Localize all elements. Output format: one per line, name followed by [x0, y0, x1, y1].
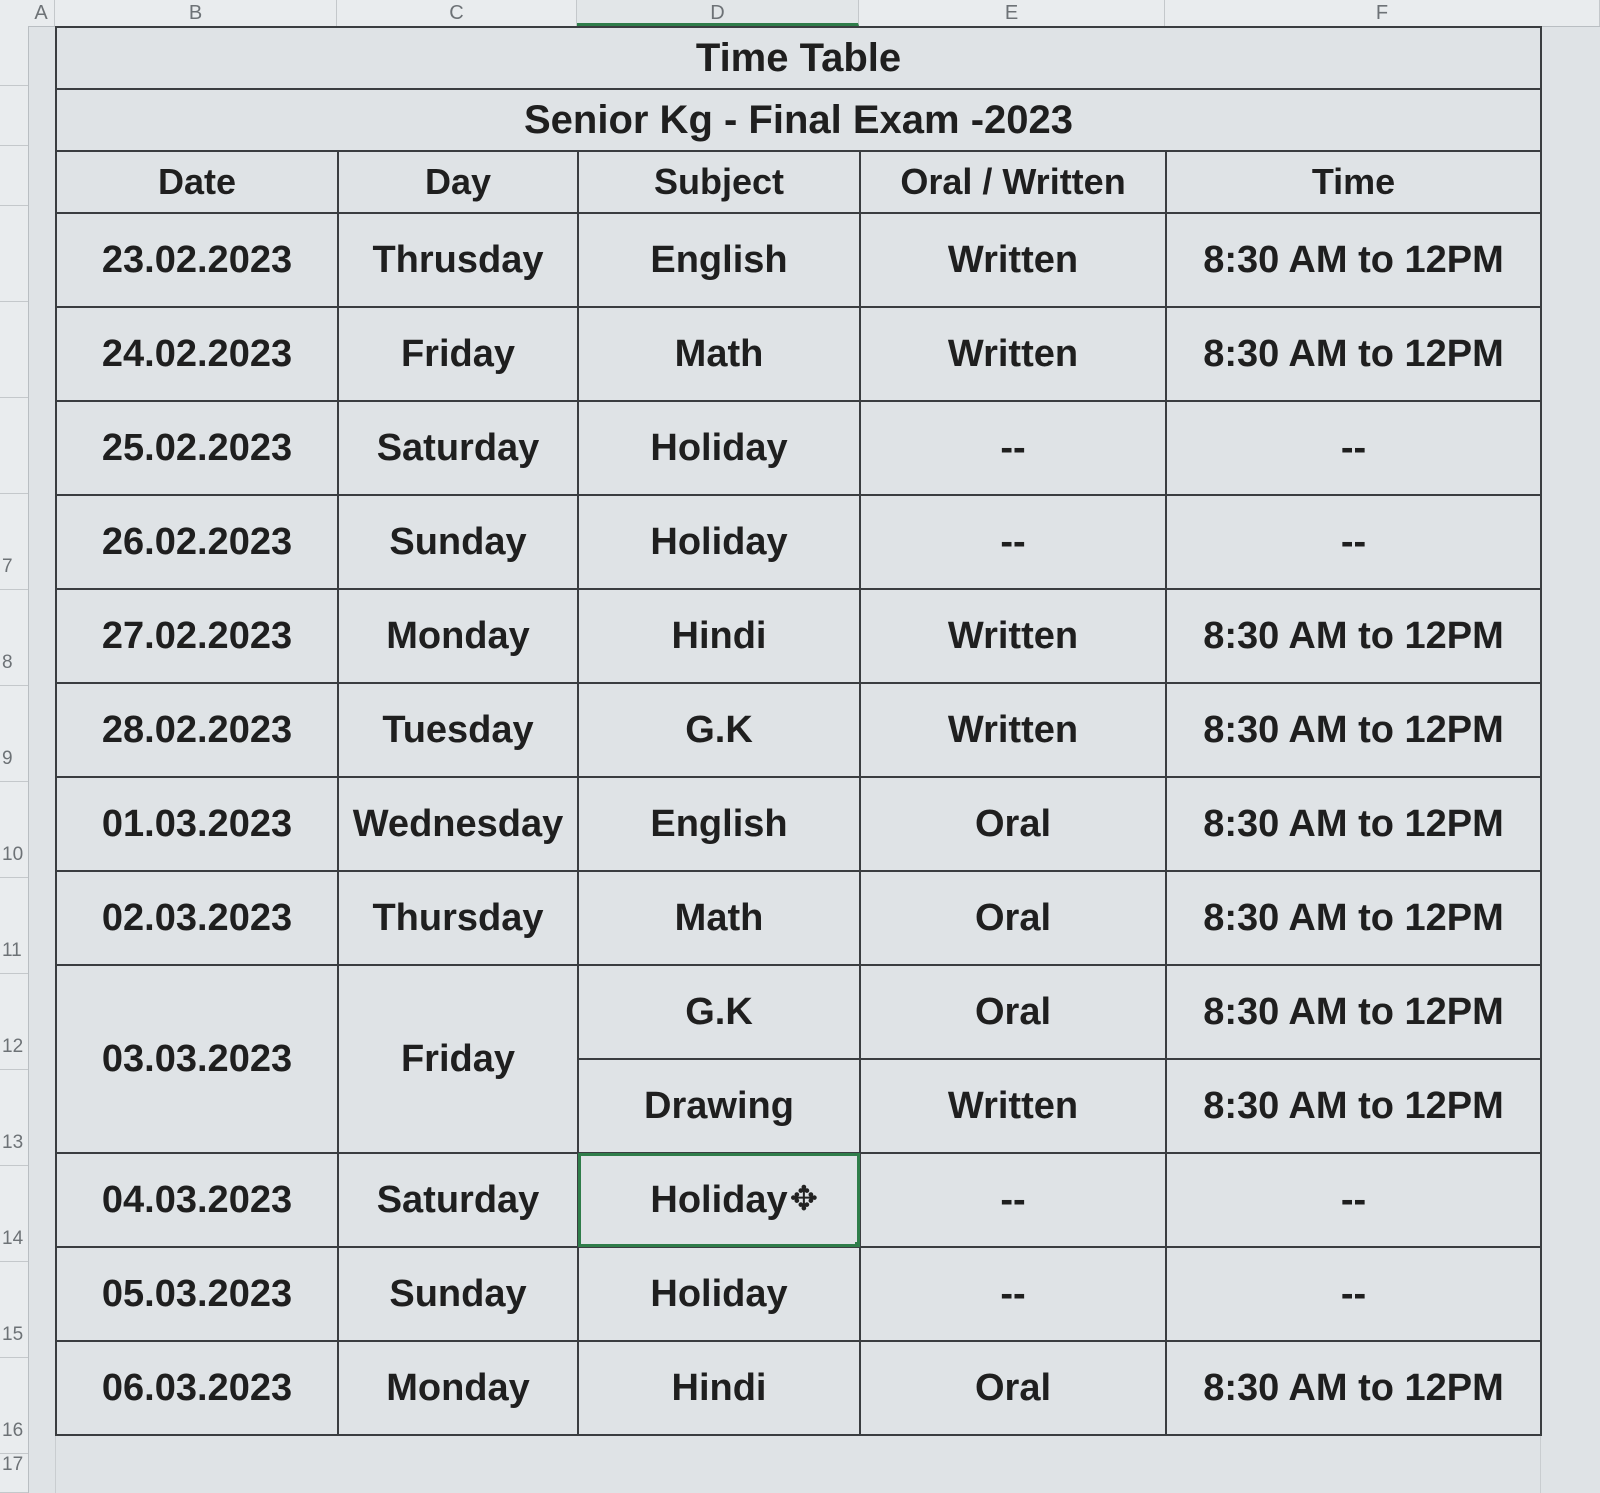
column-header-f[interactable]: F — [1165, 0, 1600, 26]
time-cell[interactable]: -- — [1166, 1247, 1541, 1341]
table-row — [56, 401, 1541, 495]
table-row — [56, 1341, 1541, 1435]
header-oral-written[interactable]: Oral / Written — [860, 151, 1166, 213]
subject-cell[interactable]: Math — [578, 871, 860, 965]
table-row — [56, 683, 1541, 777]
table-row — [56, 1247, 1541, 1341]
row-header[interactable]: 17 — [0, 1454, 28, 1493]
day-cell[interactable]: Friday — [338, 307, 578, 401]
row-header[interactable]: 16 — [0, 1358, 28, 1454]
row-header[interactable]: 12 — [0, 974, 28, 1070]
column-header-e[interactable]: E — [859, 0, 1165, 26]
table-row — [56, 777, 1541, 871]
mode-cell[interactable]: Written — [860, 1059, 1166, 1153]
column-header-c[interactable]: C — [337, 0, 577, 26]
column-header-a[interactable]: A — [28, 0, 55, 26]
column-header-b[interactable]: B — [55, 0, 337, 26]
mode-cell[interactable]: Oral — [860, 1341, 1166, 1435]
subject-cell[interactable]: Drawing — [578, 1059, 860, 1153]
mode-cell[interactable]: Written — [860, 307, 1166, 401]
column-f-extra-area — [1540, 26, 1600, 1493]
subject-cell[interactable]: Hindi — [578, 589, 860, 683]
day-cell[interactable]: Tuesday — [338, 683, 578, 777]
row-header[interactable]: 11 — [0, 878, 28, 974]
date-cell[interactable]: 24.02.2023 — [56, 307, 338, 401]
header-day[interactable]: Day — [338, 151, 578, 213]
date-cell[interactable]: 02.03.2023 — [56, 871, 338, 965]
time-cell[interactable]: 8:30 AM to 12PM — [1166, 1341, 1541, 1435]
table-row — [56, 965, 1541, 1059]
mode-cell[interactable]: Written — [860, 589, 1166, 683]
date-cell[interactable]: 06.03.2023 — [56, 1341, 338, 1435]
row-header[interactable] — [0, 302, 28, 398]
table-row — [56, 307, 1541, 401]
row-header[interactable] — [0, 206, 28, 302]
day-cell[interactable]: Monday — [338, 1341, 578, 1435]
time-cell[interactable]: 8:30 AM to 12PM — [1166, 307, 1541, 401]
time-cell[interactable]: 8:30 AM to 12PM — [1166, 1059, 1541, 1153]
row-header[interactable]: 13 — [0, 1070, 28, 1166]
cross-cursor-icon: ✥ — [789, 1179, 819, 1218]
day-cell[interactable]: Sunday — [338, 495, 578, 589]
table-row — [56, 495, 1541, 589]
time-cell[interactable]: 8:30 AM to 12PM — [1166, 871, 1541, 965]
subject-cell[interactable]: Holiday — [578, 1247, 860, 1341]
mode-cell[interactable]: Oral — [860, 871, 1166, 965]
subject-cell[interactable]: English — [578, 213, 860, 307]
subject-cell[interactable]: Math — [578, 307, 860, 401]
date-cell[interactable]: 01.03.2023 — [56, 777, 338, 871]
subject-cell-text: Holiday — [650, 1178, 788, 1221]
subject-cell[interactable]: English — [578, 777, 860, 871]
mode-cell[interactable]: Oral — [860, 777, 1166, 871]
row-header[interactable]: 10 — [0, 782, 28, 878]
row-header-bar — [0, 26, 29, 1493]
date-cell[interactable]: 03.03.2023 — [56, 965, 338, 1153]
mode-cell[interactable]: Written — [860, 213, 1166, 307]
date-cell[interactable]: 04.03.2023 — [56, 1153, 338, 1247]
header-date[interactable]: Date — [56, 151, 338, 213]
day-cell[interactable]: Thrusday — [338, 213, 578, 307]
column-header-bar — [0, 0, 1600, 27]
date-cell[interactable]: 26.02.2023 — [56, 495, 338, 589]
mode-cell[interactable]: -- — [860, 401, 1166, 495]
time-cell[interactable]: -- — [1166, 1153, 1541, 1247]
time-cell[interactable]: 8:30 AM to 12PM — [1166, 965, 1541, 1059]
date-cell[interactable]: 05.03.2023 — [56, 1247, 338, 1341]
subject-cell[interactable]: G.K — [578, 965, 860, 1059]
time-cell[interactable]: -- — [1166, 495, 1541, 589]
header-time[interactable]: Time — [1166, 151, 1541, 213]
day-cell[interactable]: Thursday — [338, 871, 578, 965]
day-cell[interactable]: Friday — [338, 965, 578, 1153]
column-a-gridline — [28, 26, 56, 1493]
time-cell[interactable]: 8:30 AM to 12PM — [1166, 213, 1541, 307]
day-cell[interactable]: Saturday — [338, 1153, 578, 1247]
table-row — [56, 589, 1541, 683]
mode-cell[interactable]: Written — [860, 683, 1166, 777]
row-header[interactable] — [0, 398, 28, 494]
time-cell[interactable]: 8:30 AM to 12PM — [1166, 589, 1541, 683]
subject-cell[interactable]: G.K — [578, 683, 860, 777]
table-title[interactable]: Time Table — [56, 27, 1541, 89]
active-subject-cell[interactable] — [578, 1153, 860, 1247]
table-row — [56, 871, 1541, 965]
mode-cell[interactable]: -- — [860, 1247, 1166, 1341]
header-subject[interactable]: Subject — [578, 151, 860, 213]
date-cell[interactable]: 28.02.2023 — [56, 683, 338, 777]
date-cell[interactable]: 23.02.2023 — [56, 213, 338, 307]
mode-cell[interactable]: -- — [860, 1153, 1166, 1247]
mode-cell[interactable]: -- — [860, 495, 1166, 589]
row-header[interactable]: 14 — [0, 1166, 28, 1262]
subject-cell[interactable]: Hindi — [578, 1341, 860, 1435]
row-header[interactable] — [0, 86, 28, 146]
day-cell[interactable]: Sunday — [338, 1247, 578, 1341]
date-cell[interactable]: 25.02.2023 — [56, 401, 338, 495]
column-header-d[interactable]: D — [577, 0, 859, 26]
time-cell[interactable]: -- — [1166, 401, 1541, 495]
time-cell[interactable]: 8:30 AM to 12PM — [1166, 683, 1541, 777]
date-cell[interactable]: 27.02.2023 — [56, 589, 338, 683]
row-header[interactable]: 9 — [0, 686, 28, 782]
table-subtitle[interactable]: Senior Kg - Final Exam -2023 — [56, 89, 1541, 151]
subject-cell[interactable]: Holiday — [578, 401, 860, 495]
row-header[interactable] — [0, 26, 28, 86]
timetable-grid — [55, 26, 1542, 1436]
row-header[interactable]: 15 — [0, 1262, 28, 1358]
time-cell[interactable]: 8:30 AM to 12PM — [1166, 777, 1541, 871]
day-cell[interactable]: Monday — [338, 589, 578, 683]
row-header[interactable] — [0, 146, 28, 206]
table-row — [56, 1153, 1541, 1247]
day-cell[interactable]: Saturday — [338, 401, 578, 495]
table-row — [56, 213, 1541, 307]
row-header[interactable]: 7 — [0, 494, 28, 590]
subject-cell[interactable]: Holiday — [578, 495, 860, 589]
row-header[interactable]: 8 — [0, 590, 28, 686]
day-cell[interactable]: Wednesday — [338, 777, 578, 871]
mode-cell[interactable]: Oral — [860, 965, 1166, 1059]
